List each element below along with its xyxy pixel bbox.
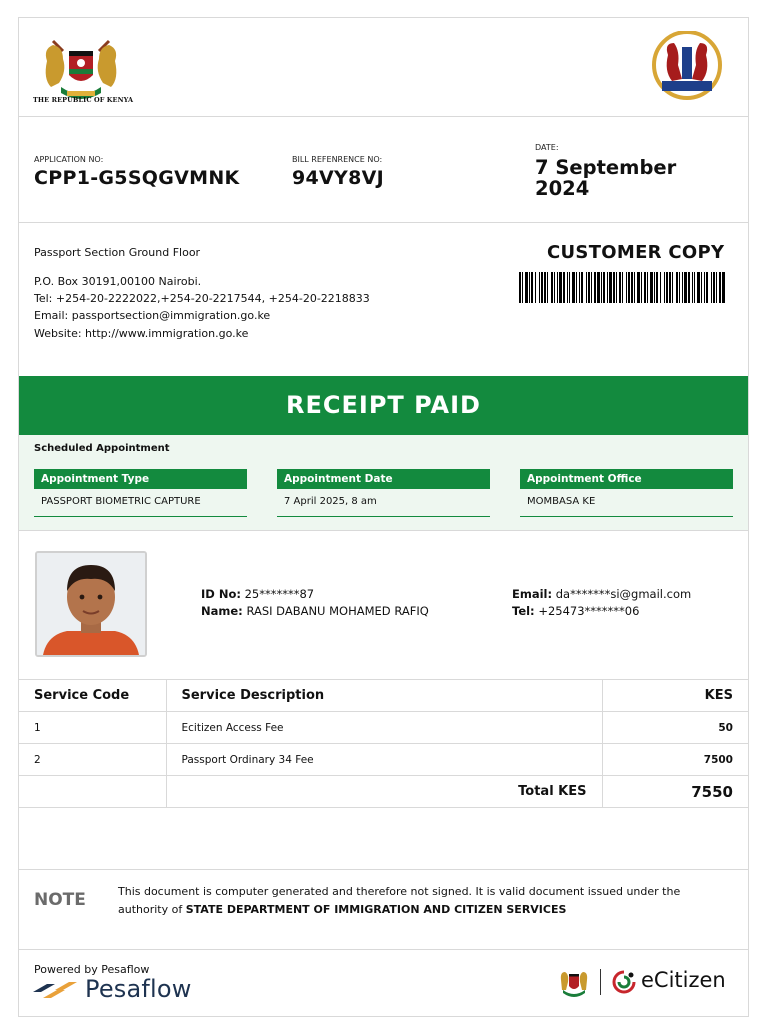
- row-amount: 50: [602, 712, 748, 744]
- application-no-label: APPLICATION NO:: [34, 155, 104, 164]
- address-website: Website: http://www.immigration.go.ke: [34, 327, 249, 340]
- appointment-office-header: Appointment Office: [520, 469, 733, 489]
- pesaflow-wordmark: Pesaflow: [85, 975, 192, 1003]
- barcode: [519, 272, 726, 303]
- tel-value: +25473*******06: [538, 604, 640, 618]
- kenya-coat-of-arms-small-icon: [557, 966, 591, 1002]
- bill-reference-label: BILL REFENRENCE NO:: [292, 155, 383, 164]
- row-amount: 7500: [602, 744, 748, 776]
- bill-reference-no: 94VY8VJ: [292, 167, 384, 189]
- email-value: da*******si@gmail.com: [555, 587, 692, 601]
- row-description: Ecitizen Access Fee: [166, 712, 602, 744]
- receipt-document: [18, 17, 749, 1017]
- id-label: ID No:: [201, 587, 241, 601]
- table-row: [19, 712, 748, 744]
- address-phone: Tel: +254-20-2222022,+254-20-2217544, +254-20-2218833: [34, 292, 370, 305]
- customer-copy-label: CUSTOMER COPY: [547, 242, 725, 263]
- appointment-office-value: MOMBASA KE: [520, 489, 733, 517]
- appointment-type-header: Appointment Type: [34, 469, 247, 489]
- address-line-1: Passport Section Ground Floor: [34, 246, 201, 259]
- note-label: NOTE: [34, 890, 86, 910]
- applicant-id: [201, 586, 314, 603]
- appointment-section-title: Scheduled Appointment: [34, 443, 170, 454]
- appointment-type-value: PASSPORT BIOMETRIC CAPTURE: [34, 489, 247, 517]
- table-header-row: [19, 680, 748, 712]
- header-kes: KES: [602, 680, 748, 712]
- scheduled-appointment: [19, 435, 748, 531]
- applicant-name: [201, 603, 429, 620]
- footer-separator: [600, 969, 601, 995]
- row-description: Passport Ordinary 34 Fee: [166, 744, 602, 776]
- republic-label: THE REPUBLIC OF KENYA: [33, 96, 134, 104]
- header-service-description: Service Description: [166, 680, 602, 712]
- ecitizen-logo-icon: [611, 969, 637, 995]
- id-value: 25*******87: [244, 587, 315, 601]
- applicant-portrait-icon: [37, 553, 145, 655]
- total-label: Total KES: [166, 776, 602, 808]
- note-section: [19, 869, 748, 950]
- address-email: Email: passportsection@immigration.go.ke: [34, 309, 271, 322]
- appointment-date-value: 7 April 2025, 8 am: [277, 489, 490, 517]
- table-total-row: [19, 776, 748, 808]
- table-row: [19, 744, 748, 776]
- applicant-tel: [512, 603, 639, 620]
- header: [19, 18, 748, 117]
- pesaflow-logo-icon: [33, 980, 77, 1000]
- applicant-email: [512, 586, 691, 603]
- kenya-immigration-logo-icon: [646, 31, 728, 101]
- application-no: CPP1-G5SQGVMNK: [34, 167, 240, 189]
- header-service-code: Service Code: [19, 680, 166, 712]
- date-line-1: 7 September: [535, 156, 677, 179]
- kenya-coat-of-arms-icon: [33, 31, 129, 105]
- total-value: 7550: [602, 776, 748, 808]
- application-info: [19, 117, 748, 223]
- powered-by-label: Powered by Pesaflow: [34, 963, 150, 976]
- tel-label: Tel:: [512, 604, 535, 618]
- appointment-date-header: Appointment Date: [277, 469, 490, 489]
- services-table: [19, 679, 748, 808]
- total-empty-cell: [19, 776, 166, 808]
- note-text: [118, 883, 718, 918]
- date-label: DATE:: [535, 143, 559, 152]
- row-code: 2: [19, 744, 166, 776]
- name-value: RASI DABANU MOHAMED RAFIQ: [246, 604, 429, 618]
- name-label: Name:: [201, 604, 243, 618]
- applicant-photo: [35, 551, 147, 657]
- receipt-paid-banner: RECEIPT PAID: [19, 376, 748, 435]
- note-text-body: This document is computer generated and therefore not signed. It is valid document issued under the authority of: [118, 885, 681, 916]
- date-line-2: 2024: [535, 177, 590, 200]
- appointment-office: [520, 469, 733, 517]
- appointment-type: [34, 469, 247, 517]
- email-label: Email:: [512, 587, 553, 601]
- address-line-2: P.O. Box 30191,00100 Nairobi.: [34, 275, 202, 288]
- appointment-date: [277, 469, 490, 517]
- row-code: 1: [19, 712, 166, 744]
- ecitizen-wordmark: eCitizen: [641, 968, 726, 992]
- note-text-authority: STATE DEPARTMENT OF IMMIGRATION AND CITIZEN SERVICES: [185, 902, 567, 916]
